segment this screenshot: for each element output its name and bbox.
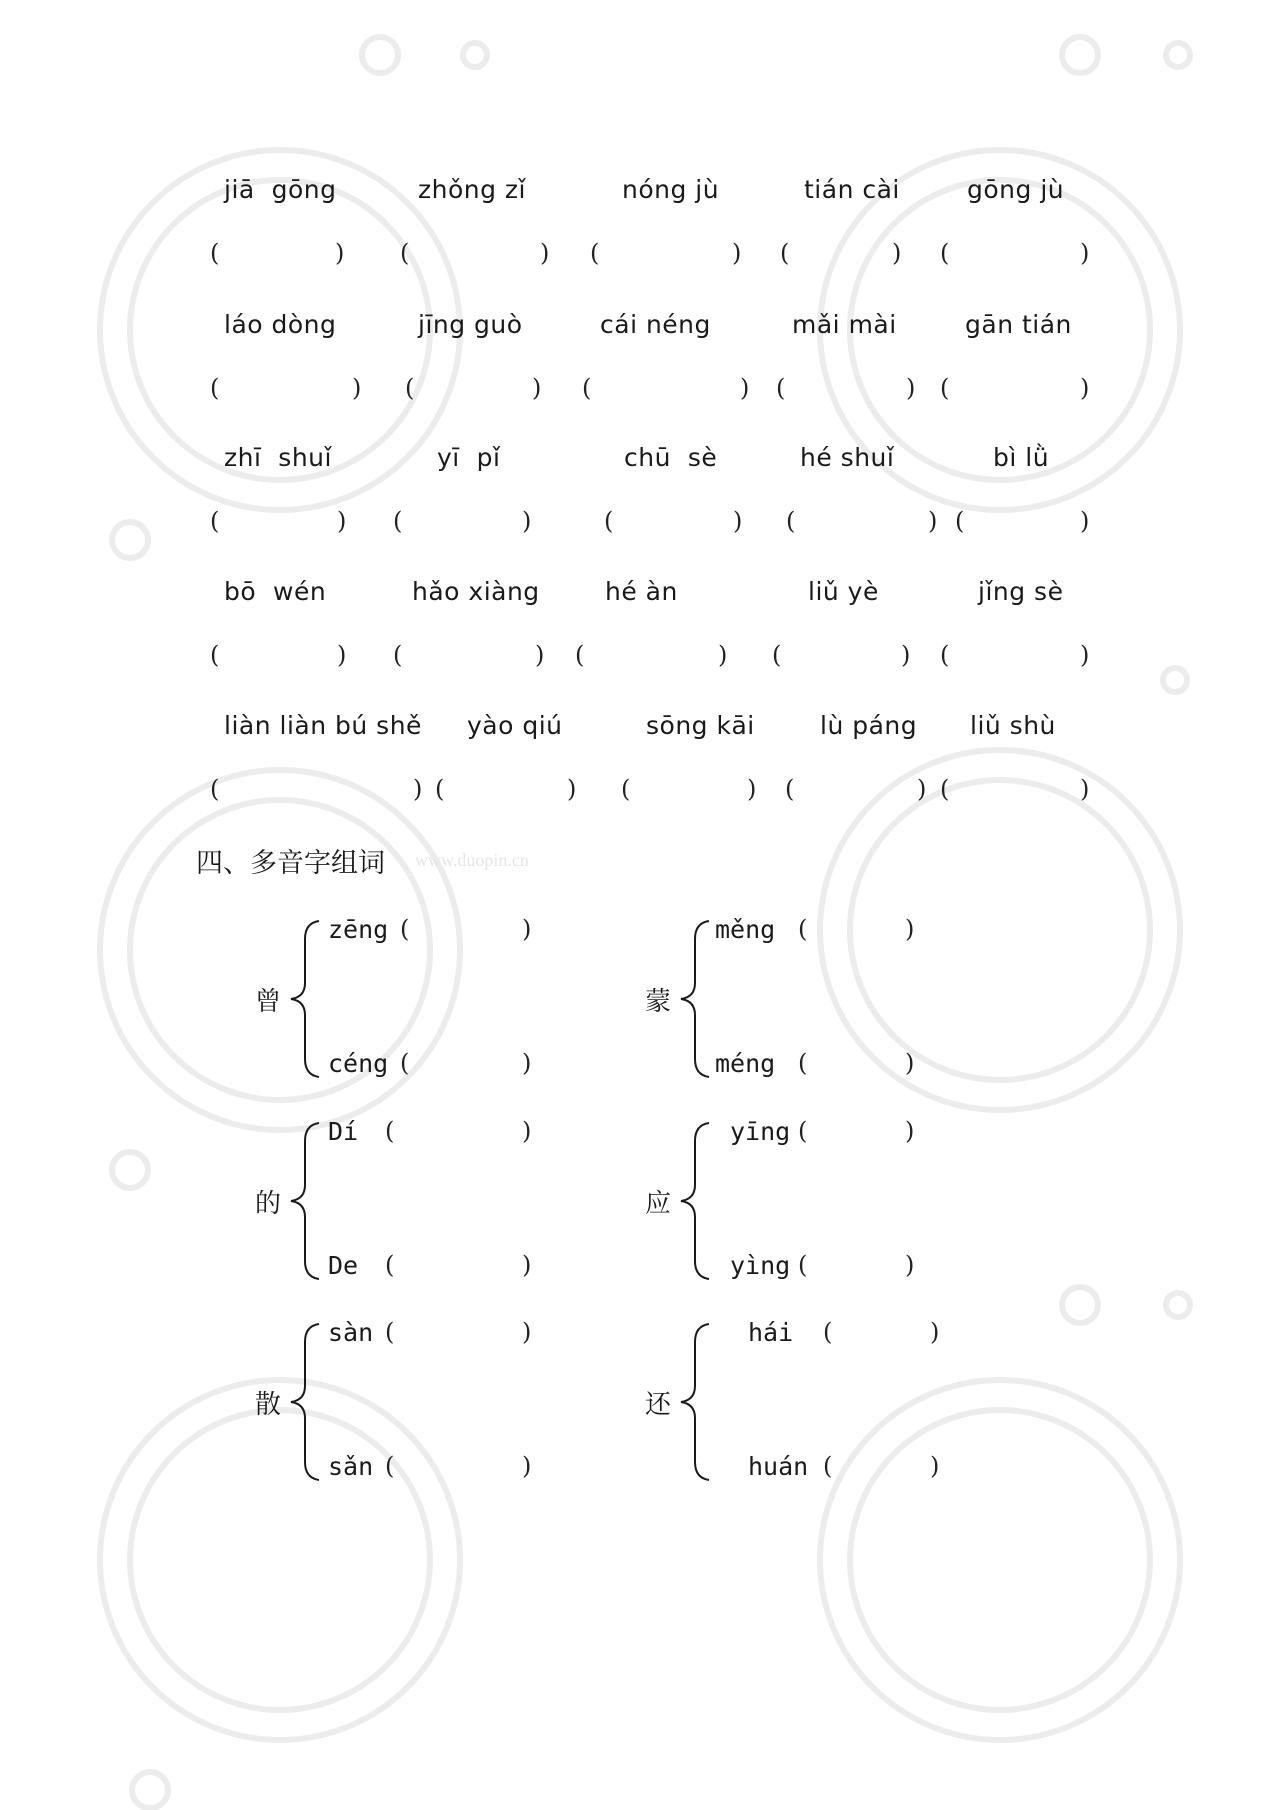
answer-open-paren: (: [780, 239, 790, 267]
answer-open-paren: (: [385, 1117, 395, 1145]
pinyin-word: liǔ shù: [970, 711, 1056, 740]
answer-open-paren: (: [823, 1452, 833, 1480]
pinyin-word: zhī shuǐ: [224, 443, 332, 472]
answer-close-paren: ): [335, 239, 345, 267]
answer-close-paren: ): [337, 641, 347, 669]
polyphone-pinyin-bottom: De: [328, 1251, 359, 1280]
pinyin-word: liǔ yè: [808, 577, 879, 606]
answer-close-paren: ): [901, 641, 911, 669]
answer-open-paren: (: [776, 374, 786, 402]
answer-close-paren: ): [905, 915, 915, 943]
answer-open-paren: (: [940, 775, 950, 803]
answer-open-paren: (: [940, 239, 950, 267]
polyphone-pinyin-top: měng: [715, 915, 776, 944]
curly-brace: [285, 917, 325, 1081]
pinyin-word: yào qiú: [467, 711, 563, 740]
answer-open-paren: (: [823, 1318, 833, 1346]
pinyin-word: láo dòng: [224, 310, 337, 339]
polyphone-pinyin-top: sàn: [328, 1318, 374, 1347]
answer-open-paren: (: [385, 1318, 395, 1346]
answer-close-paren: ): [928, 507, 938, 535]
answer-open-paren: (: [798, 1117, 808, 1145]
pinyin-word: tián cài: [804, 175, 900, 204]
answer-open-paren: (: [786, 507, 796, 535]
answer-open-paren: (: [400, 915, 410, 943]
answer-open-paren: (: [400, 239, 410, 267]
answer-open-paren: (: [798, 1049, 808, 1077]
polyphone-char: 蒙: [645, 987, 672, 1017]
answer-open-paren: (: [590, 239, 600, 267]
section-title: 四、多音字组词: [196, 848, 385, 879]
answer-open-paren: (: [400, 1049, 410, 1077]
answer-close-paren: ): [747, 775, 757, 803]
answer-open-paren: (: [210, 775, 220, 803]
answer-close-paren: ): [540, 239, 550, 267]
answer-close-paren: ): [522, 1049, 532, 1077]
pinyin-word: nóng jù: [622, 175, 720, 204]
answer-open-paren: (: [785, 775, 795, 803]
answer-close-paren: ): [740, 374, 750, 402]
answer-open-paren: (: [621, 775, 631, 803]
pinyin-word: yī pǐ: [437, 443, 501, 472]
answer-open-paren: (: [940, 374, 950, 402]
answer-close-paren: ): [1080, 507, 1090, 535]
answer-close-paren: ): [930, 1452, 940, 1480]
answer-close-paren: ): [532, 374, 542, 402]
answer-open-paren: (: [385, 1251, 395, 1279]
curly-brace: [675, 917, 715, 1081]
answer-close-paren: ): [337, 507, 347, 535]
curly-brace: [675, 1119, 715, 1283]
polyphone-char: 散: [255, 1390, 282, 1420]
answer-close-paren: ): [413, 775, 423, 803]
answer-open-paren: (: [435, 775, 445, 803]
pinyin-word: bō wén: [224, 577, 327, 606]
answer-open-paren: (: [210, 641, 220, 669]
answer-close-paren: ): [905, 1049, 915, 1077]
answer-close-paren: ): [930, 1318, 940, 1346]
curly-brace: [285, 1119, 325, 1283]
pinyin-word: gān tián: [965, 310, 1072, 339]
answer-close-paren: ): [733, 507, 743, 535]
answer-open-paren: (: [405, 374, 415, 402]
answer-close-paren: ): [352, 374, 362, 402]
pinyin-word: hé shuǐ: [800, 443, 895, 472]
answer-close-paren: ): [718, 641, 728, 669]
answer-open-paren: (: [393, 507, 403, 535]
answer-open-paren: (: [393, 641, 403, 669]
answer-open-paren: (: [210, 507, 220, 535]
pinyin-word: sōng kāi: [646, 711, 755, 740]
polyphone-pinyin-top: hái: [748, 1318, 794, 1347]
pinyin-word: chū sè: [624, 443, 718, 472]
pinyin-word: jīng guò: [418, 310, 523, 339]
answer-close-paren: ): [1080, 239, 1090, 267]
polyphone-char: 应: [645, 1189, 672, 1219]
polyphone-char: 的: [255, 1189, 282, 1219]
pinyin-word: jǐng sè: [978, 577, 1064, 606]
polyphone-pinyin-top: Dí: [328, 1117, 359, 1146]
answer-open-paren: (: [582, 374, 592, 402]
pinyin-word: lù páng: [820, 711, 918, 740]
answer-close-paren: ): [917, 775, 927, 803]
pinyin-word: hé àn: [605, 577, 678, 606]
curly-brace: [285, 1320, 325, 1484]
polyphone-pinyin-bottom: céng: [328, 1049, 389, 1078]
pinyin-word: mǎi mài: [792, 310, 897, 339]
answer-close-paren: ): [1080, 641, 1090, 669]
answer-open-paren: (: [210, 374, 220, 402]
answer-open-paren: (: [385, 1452, 395, 1480]
answer-open-paren: (: [955, 507, 965, 535]
polyphone-pinyin-bottom: méng: [715, 1049, 776, 1078]
answer-open-paren: (: [604, 507, 614, 535]
answer-open-paren: (: [210, 239, 220, 267]
polyphone-pinyin-top: yīng: [730, 1117, 791, 1146]
pinyin-word: liàn liàn bú shě: [224, 711, 422, 740]
polyphone-pinyin-bottom: yìng: [730, 1251, 791, 1280]
pinyin-word: cái néng: [600, 310, 711, 339]
answer-close-paren: ): [567, 775, 577, 803]
answer-close-paren: ): [522, 1251, 532, 1279]
answer-close-paren: ): [905, 1117, 915, 1145]
answer-close-paren: ): [535, 641, 545, 669]
polyphone-pinyin-top: zēng: [328, 915, 389, 944]
watermark-url: www.duopin.cn: [415, 850, 529, 870]
polyphone-pinyin-bottom: sǎn: [328, 1452, 374, 1481]
answer-close-paren: ): [522, 507, 532, 535]
answer-open-paren: (: [798, 915, 808, 943]
answer-close-paren: ): [1080, 775, 1090, 803]
answer-close-paren: ): [905, 1251, 915, 1279]
answer-close-paren: ): [1080, 374, 1090, 402]
pinyin-word: gōng jù: [967, 175, 1065, 204]
polyphone-char: 曾: [255, 987, 282, 1017]
answer-open-paren: (: [798, 1251, 808, 1279]
answer-open-paren: (: [575, 641, 585, 669]
pinyin-word: hǎo xiàng: [412, 577, 540, 606]
polyphone-pinyin-bottom: huán: [748, 1452, 809, 1481]
pinyin-word: zhǒng zǐ: [418, 175, 526, 204]
pinyin-word: jiā gōng: [224, 175, 337, 204]
curly-brace: [675, 1320, 715, 1484]
answer-open-paren: (: [772, 641, 782, 669]
pinyin-word: bì lǜ: [993, 443, 1050, 472]
answer-close-paren: ): [906, 374, 916, 402]
answer-close-paren: ): [522, 915, 532, 943]
answer-close-paren: ): [892, 239, 902, 267]
answer-close-paren: ): [522, 1117, 532, 1145]
answer-open-paren: (: [940, 641, 950, 669]
answer-close-paren: ): [522, 1318, 532, 1346]
answer-close-paren: ): [732, 239, 742, 267]
answer-close-paren: ): [522, 1452, 532, 1480]
polyphone-char: 还: [645, 1390, 672, 1420]
